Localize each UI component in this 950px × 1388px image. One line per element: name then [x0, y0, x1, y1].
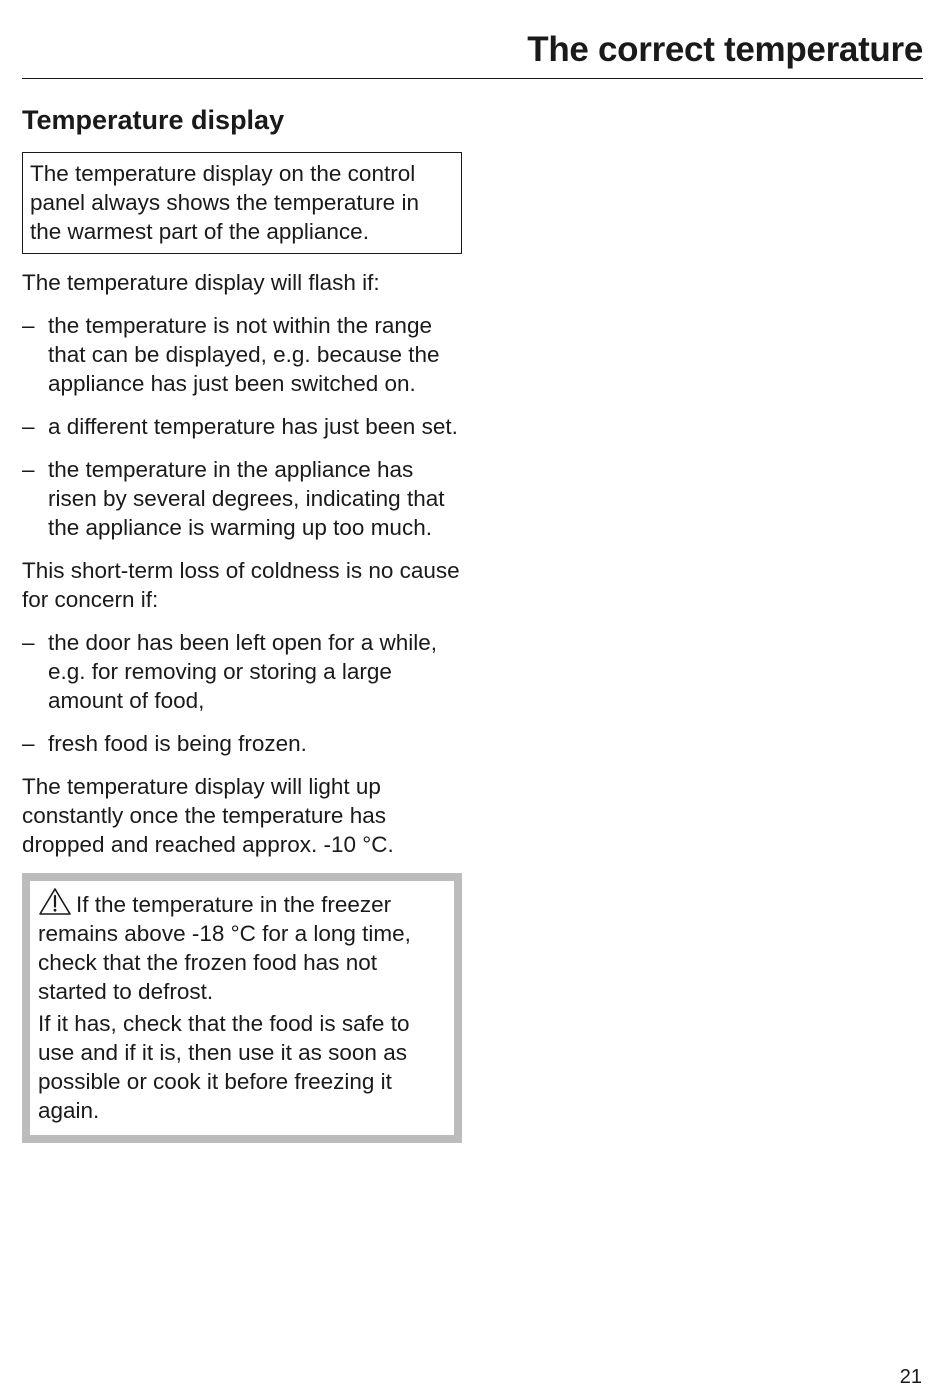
list-item-text: the door has been left open for a while, e.g. for removing or storing a large amount of food,: [48, 630, 438, 713]
list-item: [22, 455, 462, 542]
info-box: The temperature display on the control panel always shows the temperature in the warmest part of the appliance.: [22, 152, 462, 254]
flash-list: [22, 311, 462, 542]
warning-paragraph-1: [38, 887, 444, 1006]
list-item: [22, 729, 462, 758]
dash-bullet: –: [22, 313, 35, 338]
dash-bullet: –: [22, 731, 35, 756]
list-item-text: fresh food is being frozen.: [48, 731, 307, 756]
page-header: [22, 28, 923, 79]
main-column: [22, 100, 462, 1143]
constant-light-text: The temperature display will light up constantly once the temperature has dropped and reached approx. -10 °C.: [22, 774, 394, 857]
warning-text-1: If the temperature in the freezer remains above -18 °C for a long time, check that the frozen food has not started to defrost.: [38, 892, 411, 1004]
dash-bullet: –: [22, 630, 35, 655]
dash-bullet: –: [22, 414, 35, 439]
warning-box: [22, 873, 462, 1143]
list-item: [22, 628, 462, 715]
flash-intro: The temperature display will flash if:: [22, 270, 380, 295]
concern-list: [22, 628, 462, 758]
list-item-text: a different temperature has just been set.: [48, 414, 458, 439]
dash-bullet: –: [22, 457, 35, 482]
warning-paragraph-2: If it has, check that the food is safe to use and if it is, then use it as soon as possible or cook it before freezing it again.: [38, 1011, 410, 1123]
page-title: The correct temperature: [527, 30, 923, 69]
warning-triangle-icon: [38, 887, 72, 916]
list-item: [22, 311, 462, 398]
section-heading: Temperature display: [22, 105, 285, 135]
list-item-text: the temperature in the appliance has risen by several degrees, indicating that the appliance is warming up too much.: [48, 457, 445, 540]
page-number: 21: [899, 1366, 922, 1388]
list-item: [22, 412, 462, 441]
list-item-text: the temperature is not within the range that can be displayed, e.g. because the appliance has just been switched on.: [48, 313, 440, 396]
concern-intro: This short-term loss of coldness is no cause for concern if:: [22, 558, 460, 612]
